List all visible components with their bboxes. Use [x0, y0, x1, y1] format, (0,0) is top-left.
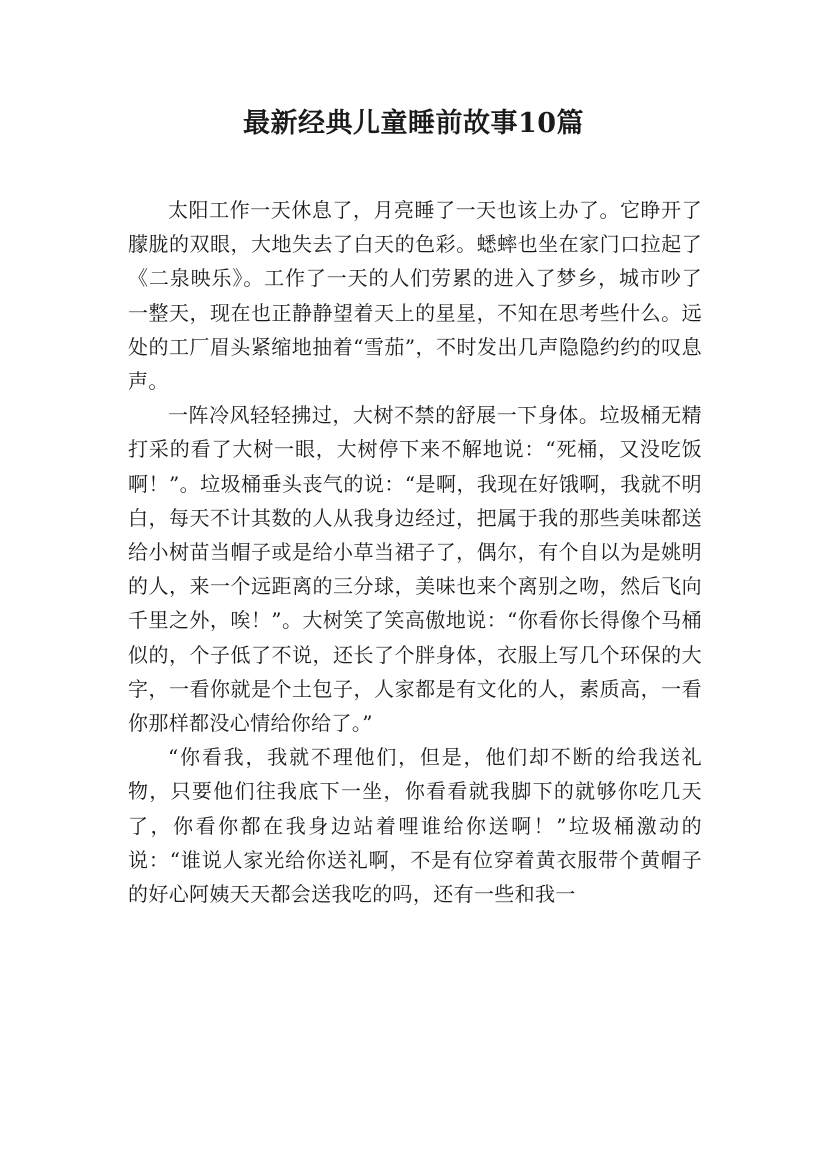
document-title: 最新经典儿童睡前故事10篇: [242, 108, 585, 139]
paragraph: 一阵冷风轻轻拂过，大树不禁的舒展一下身体。垃圾桶无精打采的看了大树一眼，大树停下来不解地说：“死桶，又没吃饭啊！”。垃圾桶垂头丧气的说：“是啊，我现在好饿啊，我就不明白，每天不计其数的人从我身边经过，把属于我的那些美味都送给小树苗当帽子或是给小草当裙子了，偶尔，有个自以为是姚明的人，来一个远距离的三分球，美味也来个离别之吻，然后飞向千里之外，唉！”。大树笑了笑高傲地说：“你看你长得像个马桶似的，个子低了不说，还长了个胖身体，衣服上写几个环保的大字，一看你就是个土包子，人家都是有文化的人，素质高，一看你那样都没心情给你给了。”: [128, 403, 702, 736]
paragraph: 太阳工作一天休息了，月亮睡了一天也该上办了。它睁开了朦胧的双眼，大地失去了白天的色彩。蟋蟀也坐在家门口拉起了《二泉映乐》。工作了一天的人们劳累的进入了梦乡，城市吵了一整天，现在也正静静望着天上的星星，不知在思考些什么。远处的工厂眉头紧缩地抽着“雪茄”，不时发出几声隐隐约约的叹息声。: [128, 198, 702, 394]
document-body: [128, 193, 702, 911]
paragraph: “你看我，我就不理他们，但是，他们却不断的给我送礼物，只要他们往我底下一坐，你看看就我脚下的就够你吃几天了，你看你都在我身边站着哩谁给你送啊！”垃圾桶激动的说：“谁说人家光给你送礼啊，不是有位穿着黄衣服带个黄帽子的好心阿姨天天都会送我吃的吗，还有一些和我一: [128, 745, 702, 907]
